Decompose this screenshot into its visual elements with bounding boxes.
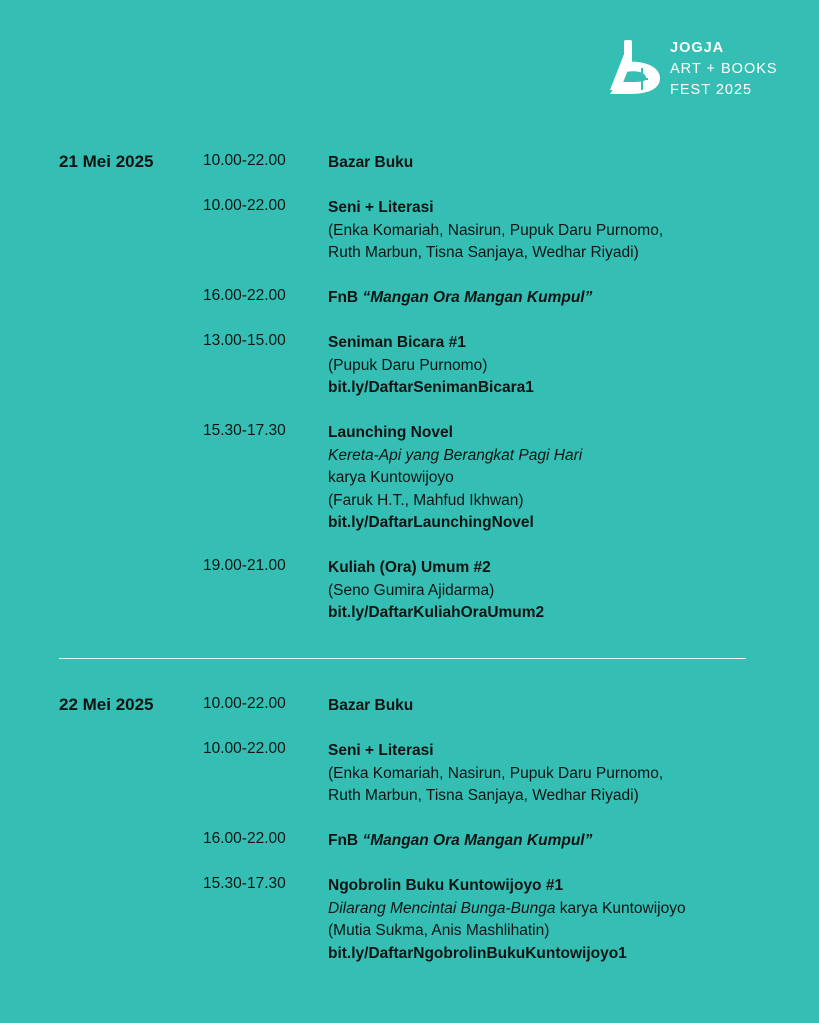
event-title: Seni + Literasi (328, 199, 434, 216)
day-date: 21 Mei 2025 (59, 152, 154, 171)
festival-logo-mark-icon (606, 38, 662, 96)
event-speakers: (Seno Gumira Ajidarma) (328, 581, 495, 599)
event-details (328, 197, 663, 265)
event-title: Bazar Buku (328, 697, 414, 714)
event-time: 19.00-21.00 (203, 557, 286, 574)
event-details (328, 422, 582, 535)
event-title (328, 287, 592, 310)
day-date: 22 Mei 2025 (59, 695, 154, 714)
event-speakers: (Enka Komariah, Nasirun, Pupuk Daru Purnomo, (328, 764, 664, 782)
event-title-italic: “Mangan Ora Mangan Kumpul” (362, 832, 593, 849)
event-details (328, 740, 663, 808)
registration-link[interactable]: bit.ly/DaftarLaunchingNovel (328, 514, 534, 531)
event-details (328, 875, 686, 965)
registration-link[interactable]: bit.ly/DaftarKuliahOraUmum2 (328, 604, 545, 621)
event-time: 15.30-17.30 (203, 875, 286, 892)
event-details (328, 287, 592, 310)
festival-logo-text (670, 38, 778, 101)
event-time: 10.00-22.00 (203, 695, 286, 712)
event-time: 16.00-22.00 (203, 830, 286, 847)
book-author: karya Kuntowijoyo (555, 899, 686, 917)
event-speakers: (Mutia Sukma, Anis Mashlihatin) (328, 922, 550, 939)
event-details (328, 695, 413, 718)
logo-line-1: JOGJA (670, 40, 725, 56)
event-speakers-cont: Ruth Marbun, Tisna Sanjaya, Wedhar Riyadi) (328, 244, 639, 261)
book-title: Kereta-Api yang Berangkat Pagi Hari (328, 446, 583, 464)
event-speakers-cont: Ruth Marbun, Tisna Sanjaya, Wedhar Riyadi) (328, 787, 639, 804)
event-title: Bazar Buku (328, 154, 414, 171)
book-line (328, 898, 686, 921)
event-details (328, 152, 413, 175)
event-title-prefix: FnB (328, 832, 363, 849)
event-title: Ngobrolin Buku Kuntowijoyo #1 (328, 877, 564, 894)
book-author: karya Kuntowijoyo (328, 469, 454, 486)
registration-link[interactable]: bit.ly/DaftarNgobrolinBukuKuntowijoyo1 (328, 944, 627, 962)
event-speakers: (Faruk H.T., Mahfud Ikhwan) (328, 491, 524, 509)
registration-link[interactable]: bit.ly/DaftarSenimanBicara1 (328, 379, 534, 396)
event-details (328, 332, 534, 400)
event-title: Seni + Literasi (328, 742, 434, 759)
event-title: Seniman Bicara #1 (328, 334, 466, 351)
event-time: 10.00-22.00 (203, 197, 286, 214)
logo-line-2: ART + BOOKS (670, 61, 778, 77)
event-title-prefix: FnB (328, 289, 363, 306)
book-title: Dilarang Mencintai Bunga-Bunga (328, 899, 556, 917)
event-time: 15.30-17.30 (203, 422, 286, 439)
event-time: 10.00-22.00 (203, 152, 286, 169)
event-time: 13.00-15.00 (203, 332, 286, 349)
event-time: 16.00-22.00 (203, 287, 286, 304)
event-title-italic: “Mangan Ora Mangan Kumpul” (362, 289, 593, 306)
event-time: 10.00-22.00 (203, 740, 286, 757)
event-title (328, 830, 592, 853)
logo-line-3: FEST 2025 (670, 82, 753, 98)
festival-logo (606, 38, 778, 101)
day-divider (59, 658, 746, 659)
event-details (328, 557, 544, 625)
event-title: Kuliah (Ora) Umum #2 (328, 559, 491, 576)
event-title: Launching Novel (328, 424, 453, 441)
event-speakers: (Pupuk Daru Purnomo) (328, 356, 488, 374)
event-speakers: (Enka Komariah, Nasirun, Pupuk Daru Purnomo, (328, 221, 664, 239)
event-details (328, 830, 592, 853)
